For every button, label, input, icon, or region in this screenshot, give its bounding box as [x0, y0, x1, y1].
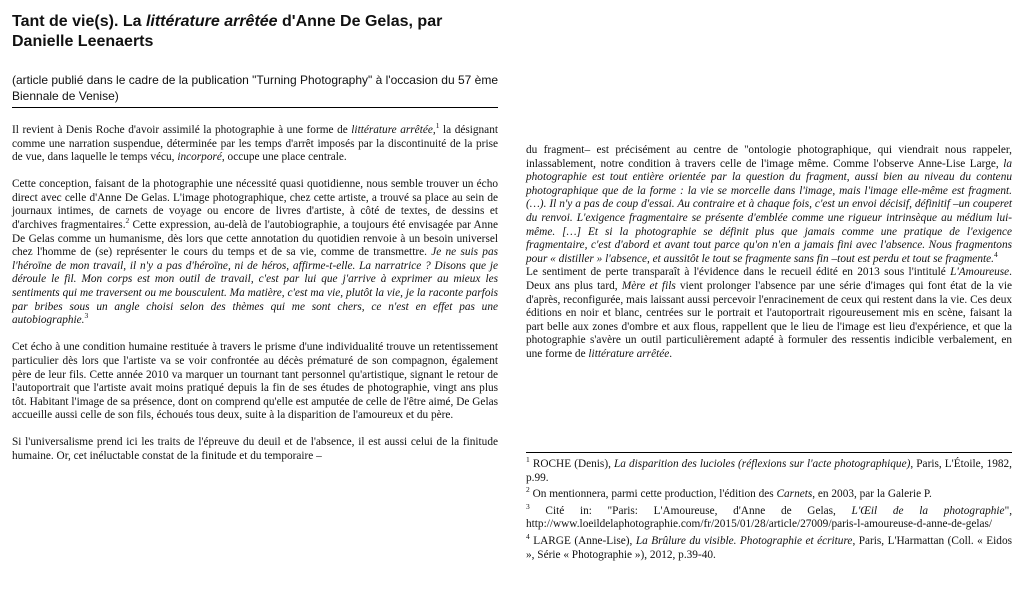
text: , Paris, L'Harmattan (Coll. « Eidos », Série « Photographie »), 2012, p.39-40.: [526, 534, 1012, 561]
text: ROCHE (Denis),: [529, 458, 614, 470]
footnote-link[interactable]: ", http://www.loeildelaphotographie.com/fr/2015/01/28/article/27009/paris-l-amoureuse-d-anne-de-gelas/: [526, 504, 1013, 531]
text: vient prolonger l'absence par une série d'images qui font état de la vie d'après, reconfigurée, mais laissant aussi percevoir l'enracinement de ceux qui restent dans la vie. Ces deux éditions en noir et blanc, centrées sur le portrait et l'autoportrait rigoureusement mis en scène, faisant la part belle aux zones d'ombre et aux flous, rappellent que le lieu de l'image est lieu d'expérience, et que la photographie s'avère un outil particulièrement adapté à formuler des ressentis indicible verbalement, en une forme de: [526, 279, 1012, 360]
italic-text: L'Amoureuse: [950, 266, 1010, 279]
paragraph-2: [12, 178, 498, 328]
footnote-number: 4: [526, 532, 530, 542]
title-text: Tant de vie(s). La: [12, 13, 146, 30]
text: . Deux ans plus tard,: [526, 266, 1012, 292]
paragraph-4: Si l'universalisme prend ici les traits de l'épreuve du deuil et de l'absence, il est aussi celui de la finitude humaine. Or, cet inéluctable constat de la finitude et du temporaire –: [12, 436, 498, 462]
left-column: [12, 121, 499, 464]
footnote-2: [526, 485, 1012, 502]
text: Cette conception, faisant de la photographie une nécessité quasi quotidienne, nous semble trouver un écho direct avec celle d'Anne De Gelas. L'image photographique, chez cette artiste, a trouvé sa place au sein de journaux intimes, de carnets de voyage ou encore de livres d'artiste, à côté de textes, de dessins et d'archives fragmentaires.: [12, 178, 498, 232]
article-title: [12, 12, 498, 52]
footnote-number: 1: [526, 455, 530, 465]
footnote-divider: [526, 452, 1012, 453]
text: , Paris, L'Étoile, 1982, p.99.: [526, 458, 1013, 484]
article-subtitle: (article publié dans le cadre de la publication "Turning Photography" à l'occasion du 57 ème Biennale de Venise): [12, 72, 498, 108]
text: , en 2003, par la Galerie P.: [812, 488, 932, 501]
italic-text: Mère et fils: [621, 279, 676, 292]
footnote-number: 3: [526, 502, 530, 512]
italic-text: La disparition des lucioles (réflexions sur l'acte photographique): [614, 458, 911, 470]
footnotes: [526, 455, 1013, 565]
text: Il revient à Denis Roche d'avoir assimilé la photographie à une forme de: [12, 124, 352, 136]
text: la désignant comme une narration suspendue, déterminée par les temps d'arrêt imposés par la discontinuité de la prise de vue, dans laquelle le temps vécu,: [12, 124, 498, 164]
footnote-ref-3[interactable]: 3: [84, 311, 89, 321]
paragraph-3: Cet écho à une condition humaine restituée à travers le prisme d'une individualité trouve un retentissement particulier dès lors que l'artiste va se voir confrontée au décès prématuré de son compagnon, également père de leur fils. Cette année 2010 va marquer un tournant tant personnel qu'artistique, signant le retour de l'autoportrait que l'artiste avait moins pratiqué depuis la fin de ses études de photographie, vingt ans plus tôt. Habitant l'image de sa présence, dont on comprend qu'elle est amputée de celle de l'être aimé, De Gelas accueille aussi celle de son fils, échoués tous deux, suite à la disparition de l'amoureux et du père.: [12, 341, 498, 422]
italic-text: littérature arrêtée: [588, 347, 670, 360]
footnote-number: 2: [526, 485, 530, 495]
footnote-ref-1[interactable]: 1: [435, 121, 440, 131]
text: Cette expression, au-delà de l'autobiographie, a toujours été envisagée par Anne De Gelas comme un humanisme, dès lors que cette annotation du quotidien renvoie à un besoin universel chez l'homme de (se) représenter le cours du temps et de sa vie, comme de transmettre.: [12, 219, 498, 259]
paragraph-5: [526, 144, 1012, 266]
italic-text: La Brûlure du visible. Photographie et écriture: [635, 534, 853, 547]
text: du fragment– est précisément au centre de ''ontologie photographique, qui viendrait nous rappeler, inlassablement, notre condition à travers celle de l'image même. Comme l'observe Anne-Lise Large,: [526, 144, 1012, 170]
footnote-ref-2[interactable]: 2: [125, 216, 130, 226]
text: .: [669, 347, 673, 360]
paragraph-6: [526, 266, 1012, 361]
footnote-4: [526, 532, 1012, 562]
right-column: [526, 144, 1012, 362]
text: Cité in: "Paris: L'Amoureuse, d'Anne de Gelas,: [529, 504, 852, 517]
italic-text: littérature arrêtée,: [351, 124, 436, 136]
text: , occupe une place centrale.: [221, 151, 347, 164]
text: On mentionnera, parmi cette production, l'édition des: [529, 488, 777, 501]
italic-text: incorporé: [177, 151, 222, 164]
italic-quote: Je ne suis pas l'héroïne de mon travail, il n'y a pas d'héroïne, ni de héros, affirme-t-elle. La narratrice ? Disons que je déroule le fil. Mon corps est mon outil de travail, c'est par lui que j'arrive à exprimer au mieux les sentiments qui me traversent ou me bousculent. Ma matière, c'est ma vie, plutôt la vie, je la raconte parfois par bribes sous un angle choisi selon des thèmes qui me sont chers, ce n'est en effet pas une autobiographie.: [12, 246, 499, 327]
text: LARGE (Anne-Lise),: [529, 534, 636, 547]
italic-text: L'Œil de la photographie: [851, 504, 1005, 517]
italic-quote: la photographie est tout entière orientée par la question du fragment, aussi bien au niveau du contenu photographique que de la forme : la vie se morcelle dans l'image, mais l'image elle-même est fragment.(…). Il n'y a pas de coup d'essai. Au contraire et à chaque fois, c'est un envoi décisif, définitif –un couperet du renvoi. L'exigence fragmentaire se présente d'emblée comme une rigueur intrinsèque au médium lui-même. […] Et si la photographie se définit plus que jamais comme une pratique de l'exigence fragmentaire, c'est d'abord et avant tout parce qu'on n'en a jamais fini avec l'absence. Nous fragmentons pour « distiller » l'absence, et aussitôt le tout se fragmente sans fin –tout est perdu et tout se fragmente.: [526, 157, 1012, 265]
paragraph-1: [12, 121, 498, 165]
title-text-end: d'Anne De Gelas, par Danielle Leenaerts: [12, 13, 443, 50]
title-italic-text: littérature arrêtée: [145, 13, 278, 30]
footnote-ref-4[interactable]: 4: [993, 249, 998, 259]
footnote-1: [526, 455, 1013, 485]
italic-text: Carnets: [776, 488, 813, 501]
text: Le sentiment de perte transparaît à l'évidence dans le recueil édité en 2013 sous l'intitulé: [526, 266, 951, 279]
footnote-3: [526, 502, 1013, 532]
